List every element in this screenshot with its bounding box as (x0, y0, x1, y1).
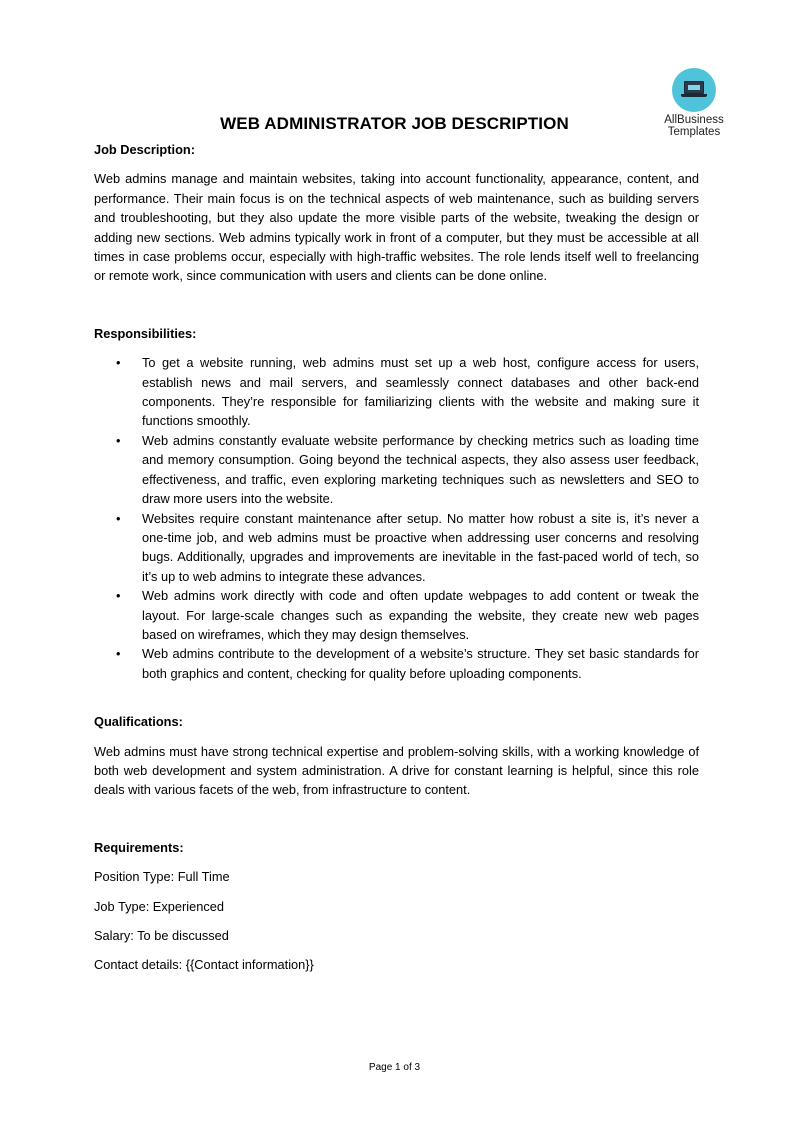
bullet-icon: • (116, 432, 121, 448)
requirements-heading: Requirements: (94, 839, 184, 855)
brand-line-1: AllBusiness (664, 114, 724, 126)
position-type: Position Type: Full Time (94, 869, 230, 885)
bullet-icon: • (116, 510, 121, 526)
responsibilities-heading: Responsibilities: (94, 325, 197, 341)
list-item (94, 353, 699, 431)
list-item (94, 644, 699, 683)
job-description-heading: Job Description: (94, 142, 195, 157)
page-title: WEB ADMINISTRATOR JOB DESCRIPTION (220, 114, 569, 133)
list-item-text: Web admins work directly with code and often update webpages to add content or tweak the layout. For large-scale changes such as expanding the website, they create new web pages based on wireframes, which they may design themselves. (142, 588, 699, 642)
list-item-text: Web admins constantly evaluate website performance by checking metrics such as loading time and memory consumption. Going beyond the technical aspects, they also assess user feedback, effectiveness, and traffic, even exploring marketing techniques such as newsletters and SEO to draw more users into the website. (142, 432, 699, 507)
bullet-icon: • (116, 588, 121, 604)
document-body (94, 140, 699, 975)
list-item (94, 431, 699, 509)
job-type: Job Type: Experienced (94, 898, 224, 914)
page-number: Page 1 of 3 (368, 1062, 421, 1073)
laptop-base (681, 94, 707, 97)
qualifications-heading: Qualifications: (94, 714, 183, 730)
bullet-icon: • (116, 355, 121, 371)
list-item-text: Web admins contribute to the development of a website’s structure. They set basic standards for both graphics and content, checking for quality before uploading components. (142, 646, 699, 681)
bullet-icon: • (116, 646, 121, 662)
salary: Salary: To be discussed (94, 928, 229, 943)
list-item-text: Websites require constant maintenance after setup. No matter how robust a site is, it’s never a one-time job, and web admins must be proactive when addressing user concerns and resolving bugs. Additionally, upgrades and improvements are inevitable in the fast-paced world of tech, so it’s up to web admins to integrate these advances. (142, 510, 699, 584)
list-item-text: To get a website running, web admins must set up a web host, configure access for users, establish news and mail servers, and seamlessly connect databases and other back-end components. They’re responsible for familiarizing clients with the website and making sure it functions smoothly. (142, 355, 699, 429)
laptop-icon (672, 68, 716, 112)
brand-line-2: Templates (667, 126, 721, 138)
responsibilities-list (94, 353, 699, 683)
qualifications-text: Web admins must have strong technical expertise and problem-solving skills, with a working knowledge of both web development and system administration. A drive for constant learning is helpful, since this role deals with various facets of the web, from infrastructure to content. (94, 743, 699, 798)
contact-details: Contact details: {{Contact information}} (94, 957, 314, 973)
list-item (94, 509, 699, 587)
job-description-text: Web admins manage and maintain websites, taking into account functionality, appearance, content, and performance. Their main focus is on the technical aspects of web maintenance, such as building servers and troubleshooting, but they also update the more visible parts of the website, tweaking the design or adding new sections. Web admins typically work in front of a computer, but they must be accessible at all times in case problems occur, especially with high-traffic websites. The role lends itself well to freelancing or remote work, since communication with users and clients can be done online. (94, 171, 699, 284)
list-item (94, 586, 699, 644)
laptop-screen (684, 81, 704, 94)
